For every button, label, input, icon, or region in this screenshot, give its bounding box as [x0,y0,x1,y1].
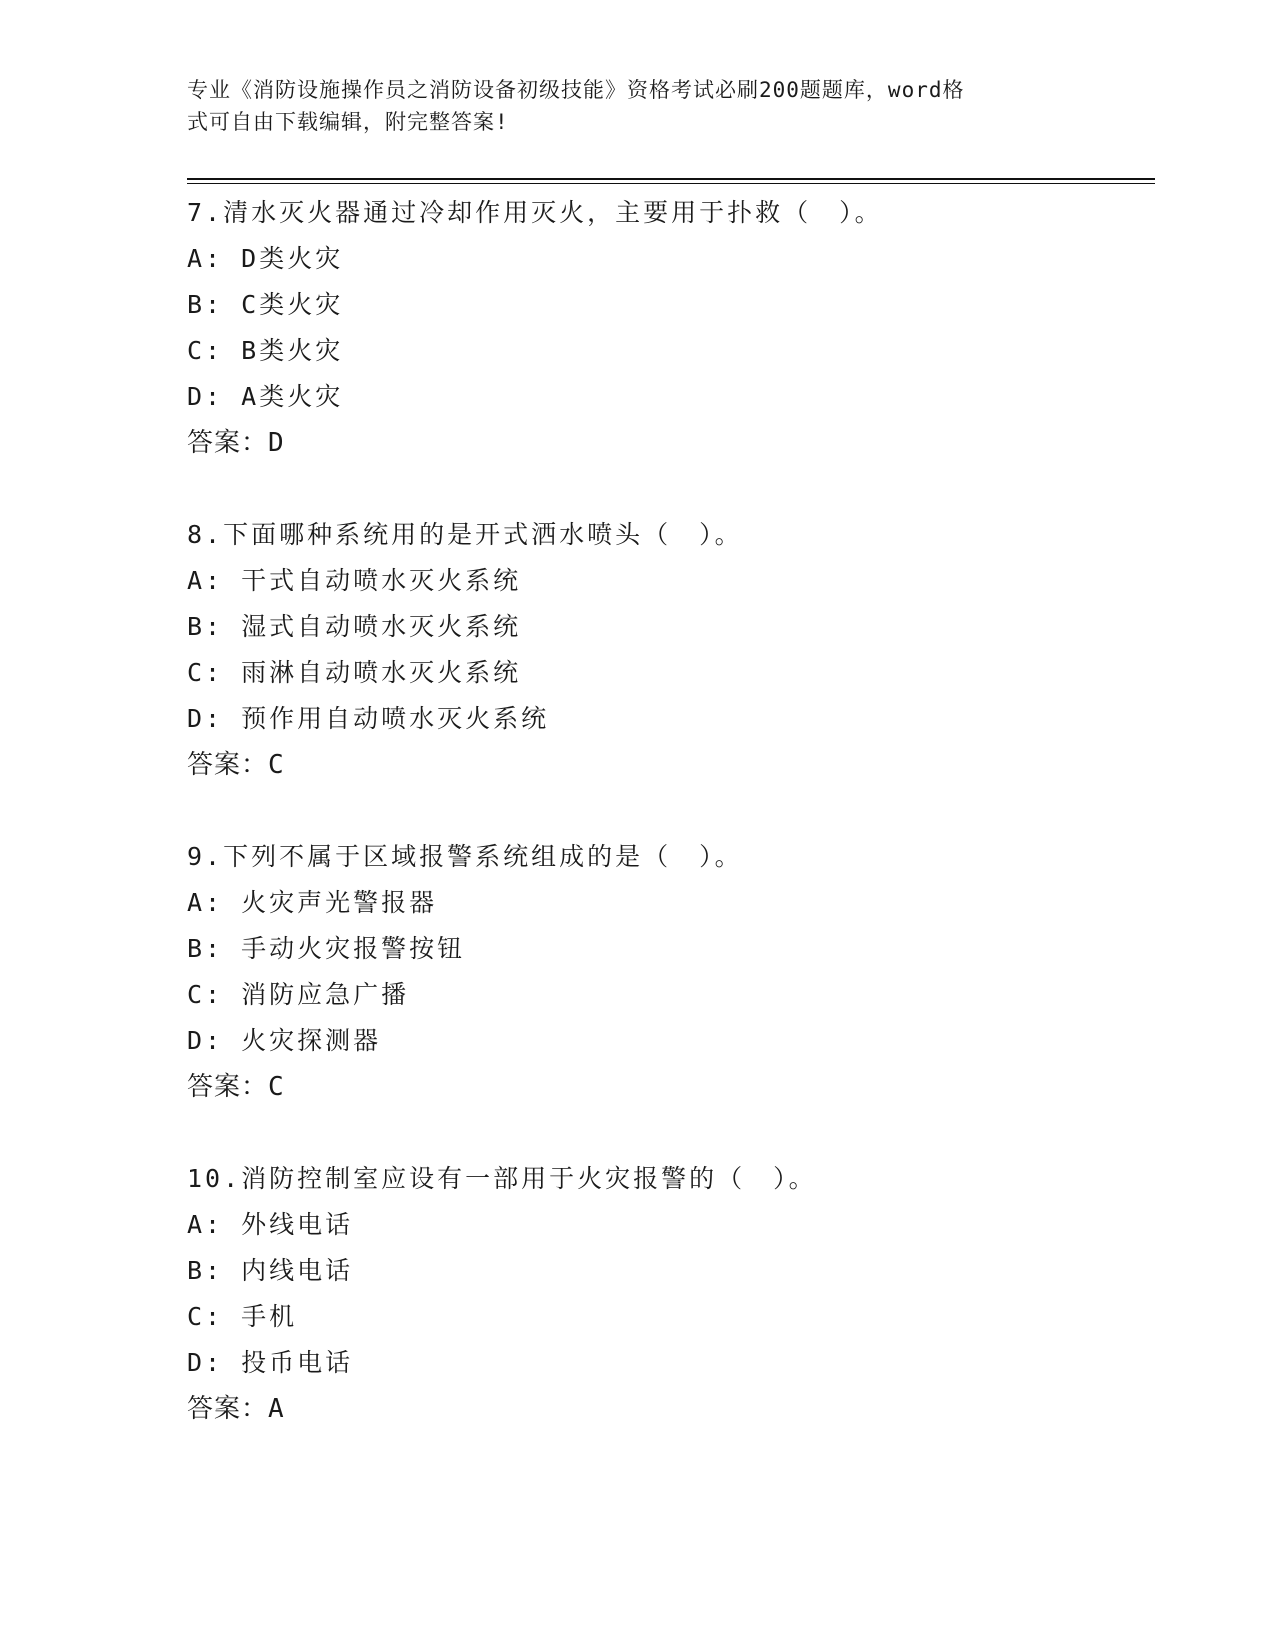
header-divider-thin [187,183,1155,184]
question-list [187,190,1147,1478]
option-d: D: 投币电话 [187,1348,354,1377]
header-line-1: 专业《消防设施操作员之消防设备初级技能》资格考试必刷200题题库，word格 [187,78,965,102]
answer-value: A [268,1394,285,1424]
option-a: A: D类火灾 [187,244,344,273]
option-c: C: B类火灾 [187,336,344,365]
question-item [187,1156,1147,1432]
option-d: D: 预作用自动喷水灭火系统 [187,704,550,733]
question-stem: 8.下面哪种系统用的是开式洒水喷头（ ）。 [187,520,743,549]
answer-value: C [268,750,285,780]
option-c: C: 手机 [187,1302,298,1331]
answer-label: 答案： [187,428,269,458]
option-b: B: 手动火灾报警按钮 [187,934,466,963]
option-d: D: 火灾探测器 [187,1026,382,1055]
document-header [187,74,1087,138]
answer-label: 答案： [187,1072,269,1102]
answer-line [187,1064,1147,1110]
header-line-2: 式可自由下载编辑，附完整答案! [187,110,509,134]
option-b: B: C类火灾 [187,290,344,319]
option-d: D: A类火灾 [187,382,344,411]
question-item [187,834,1147,1110]
question-stem: 7.清水灭火器通过冷却作用灭火，主要用于扑救（ ）。 [187,198,883,227]
answer-value: C [268,1072,285,1102]
option-a: A: 外线电话 [187,1210,354,1239]
answer-label: 答案： [187,750,269,780]
answer-line [187,420,1147,466]
option-c: C: 消防应急广播 [187,980,410,1009]
answer-label: 答案： [187,1394,269,1424]
option-a: A: 干式自动喷水灭火系统 [187,566,522,595]
header-divider-thick [187,178,1155,180]
option-c: C: 雨淋自动喷水灭火系统 [187,658,522,687]
answer-value: D [268,428,285,458]
question-item [187,512,1147,788]
question-stem: 9.下列不属于区域报警系统组成的是（ ）。 [187,842,743,871]
option-a: A: 火灾声光警报器 [187,888,438,917]
answer-line [187,1386,1147,1432]
question-stem: 10.消防控制室应设有一部用于火灾报警的（ ）。 [187,1164,817,1193]
question-item [187,190,1147,466]
option-b: B: 内线电话 [187,1256,354,1285]
option-b: B: 湿式自动喷水灭火系统 [187,612,522,641]
answer-line [187,742,1147,788]
